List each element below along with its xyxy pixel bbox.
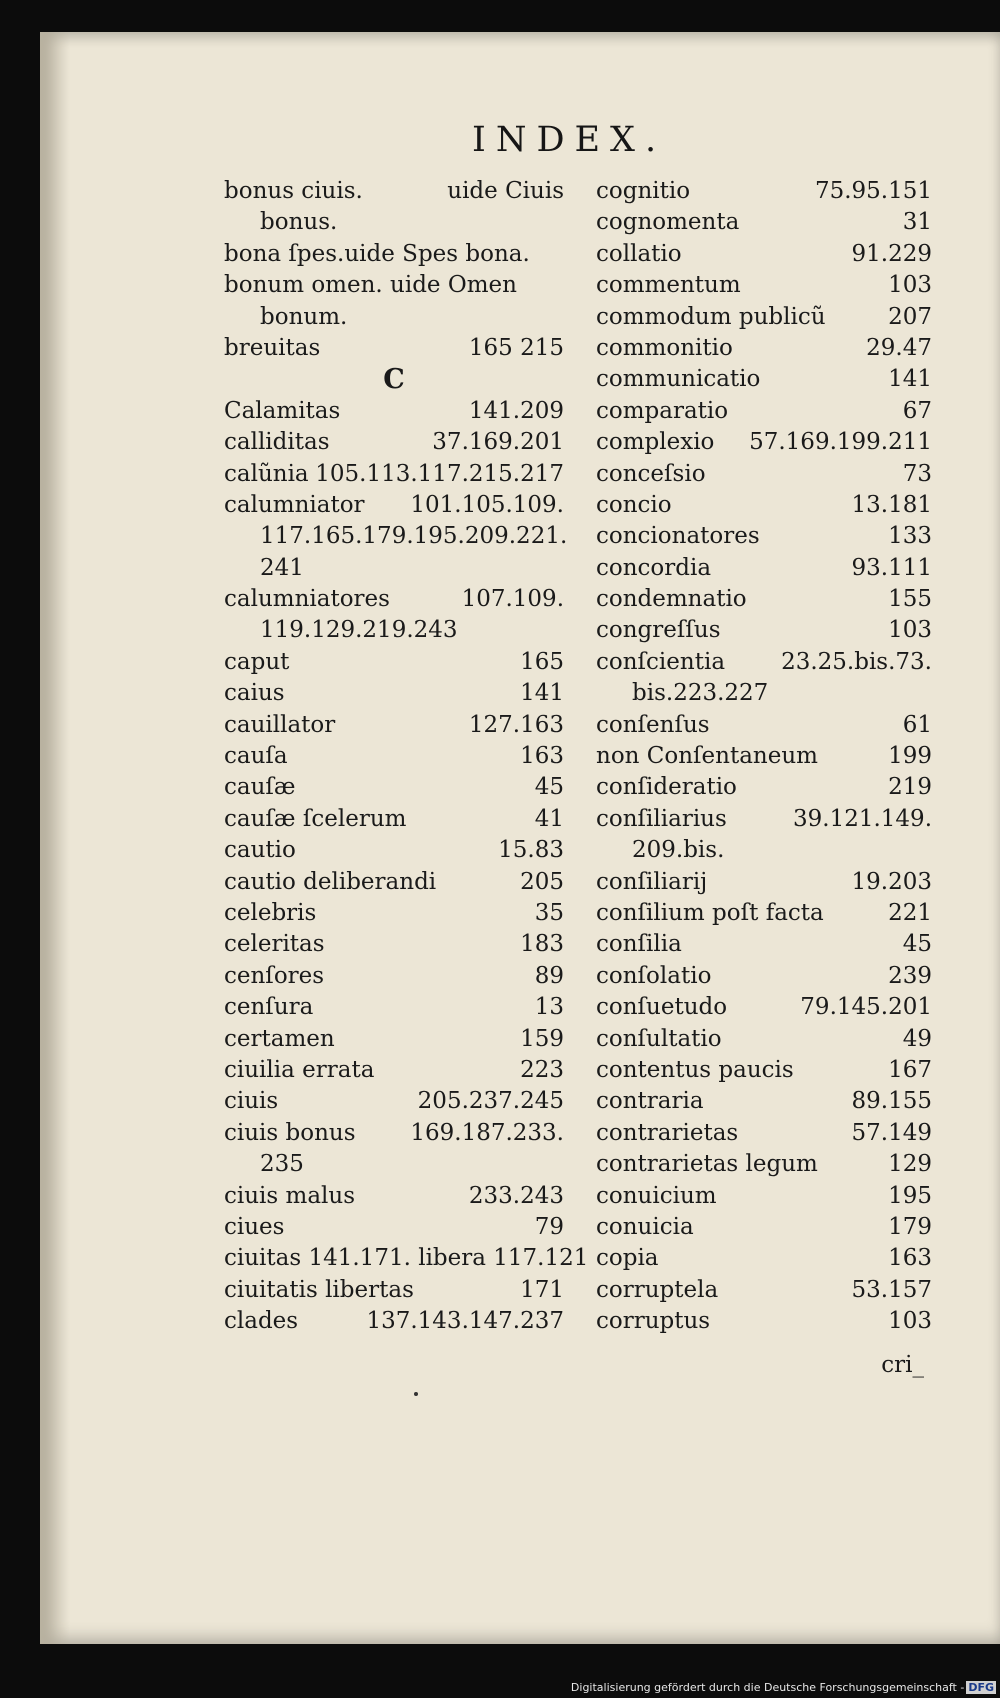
index-entry — [224, 1275, 564, 1306]
index-entry — [596, 1118, 932, 1149]
index-entry — [596, 427, 932, 458]
entry-pages: 53.157 — [851, 1276, 932, 1303]
entry-term: 119.129.219.243 — [260, 617, 458, 644]
index-entry — [224, 867, 564, 898]
entry-pages: 223 — [520, 1056, 564, 1083]
entry-term: cenſores — [224, 962, 325, 989]
entry-term: celebris — [224, 899, 317, 926]
index-entry — [596, 521, 932, 552]
index-entry — [596, 710, 932, 741]
entry-term: corruptus — [596, 1308, 711, 1335]
index-entry — [596, 1024, 932, 1055]
index-entry — [596, 1306, 932, 1337]
index-entry — [596, 1275, 932, 1306]
entry-term: congreſſus — [596, 617, 721, 644]
entry-pages: 45 — [902, 931, 932, 958]
entry-pages: 127.163 — [468, 711, 564, 738]
index-entry — [224, 835, 564, 866]
entry-term: 117.165.179.195.209.221. — [260, 523, 568, 550]
entry-term: conceſsio — [596, 460, 706, 487]
index-entry — [596, 239, 932, 270]
entry-pages: 61 — [902, 711, 932, 738]
entry-pages: 91.229 — [851, 240, 932, 267]
index-entry — [224, 929, 564, 960]
entry-pages: 163 — [888, 1245, 932, 1272]
entry-term: conſideratio — [596, 774, 737, 801]
entry-term: calũnia — [224, 460, 309, 487]
index-entry — [596, 1149, 932, 1180]
entry-pages: 49 — [902, 1025, 932, 1052]
entry-pages: 167 — [888, 1056, 932, 1083]
entry-pages: 221 — [888, 899, 932, 926]
index-entry — [224, 1118, 564, 1149]
entry-term: C — [383, 364, 405, 396]
entry-term: ciuitatis libertas — [224, 1276, 414, 1303]
entry-pages: 57.149 — [851, 1119, 932, 1146]
entry-pages: 219 — [888, 774, 932, 801]
index-entry — [224, 176, 564, 207]
entry-term: commonitio — [596, 334, 733, 361]
index-entry — [224, 207, 564, 238]
dfg-logo: DFG — [968, 1681, 994, 1694]
credit-text: Digitalisierung gefördert durch die Deutsche Forschungsgemeinschaft - — [570, 1681, 965, 1694]
entry-term: cauillator — [224, 711, 336, 738]
entry-term: collatio — [596, 240, 682, 267]
index-column-right — [596, 176, 932, 1337]
entry-pages: 105.113.117.215.217 — [315, 460, 564, 487]
entry-pages: 41 — [534, 805, 564, 832]
entry-term: calumniatores — [224, 586, 390, 613]
entry-term: contrarietas — [596, 1119, 739, 1146]
entry-term: comparatio — [596, 397, 729, 424]
entry-term: cauſæ ſcelerum — [224, 805, 407, 832]
entry-term: bis.223.227 — [632, 680, 769, 707]
index-entry — [596, 459, 932, 490]
entry-pages: 73 — [902, 460, 932, 487]
entry-term: celeritas — [224, 931, 325, 958]
entry-term: complexio — [596, 429, 715, 456]
entry-term: commodum publicũ — [596, 303, 826, 330]
entry-pages: 103 — [888, 617, 932, 644]
entry-term: 241 — [260, 554, 304, 581]
entry-term: conuicium — [596, 1182, 717, 1209]
entry-term: breuitas — [224, 334, 321, 361]
entry-pages: 57.169.199.211 — [749, 429, 932, 456]
entry-term: bonum omen. uide Omen — [224, 272, 517, 299]
index-entry — [596, 992, 932, 1023]
page-gutter-shadow — [40, 32, 70, 1644]
index-entry — [224, 1086, 564, 1117]
entry-term: contentus paucis — [596, 1056, 794, 1083]
entry-term: ciuis bonus — [224, 1119, 356, 1146]
entry-pages: 75.95.151 — [814, 178, 932, 204]
entry-term: cauſa — [224, 743, 288, 770]
index-entry — [596, 961, 932, 992]
entry-pages: 23.25.bis.73. — [781, 648, 932, 675]
entry-term: condemnatio — [596, 586, 747, 613]
entry-term: cognitio — [596, 178, 691, 204]
index-entry — [224, 678, 564, 709]
index-entry — [224, 1181, 564, 1212]
entry-pages: 163 — [520, 743, 564, 770]
entry-term: corruptela — [596, 1276, 719, 1303]
entry-term: ciuis malus — [224, 1182, 356, 1209]
entry-term: bonus. — [260, 209, 338, 236]
index-entry — [224, 521, 568, 552]
entry-pages: 79.145.201 — [800, 994, 932, 1021]
entry-pages: 239 — [888, 962, 932, 989]
index-column-left — [224, 176, 589, 1337]
index-entry — [596, 302, 932, 333]
index-entry — [596, 396, 932, 427]
index-entry — [596, 678, 932, 709]
index-entry — [596, 1086, 932, 1117]
entry-term: conſuetudo — [596, 994, 728, 1021]
index-entry — [596, 898, 932, 929]
entry-term: contraria — [596, 1088, 704, 1115]
entry-pages: 93.111 — [851, 554, 932, 581]
page-title: INDEX. — [472, 120, 667, 160]
entry-pages: 107.109. — [461, 586, 564, 613]
entry-pages: 89 — [534, 962, 564, 989]
index-entry — [596, 835, 932, 866]
entry-pages: 159 — [520, 1025, 564, 1052]
entry-term: conſcientia — [596, 648, 726, 675]
index-entry — [224, 992, 564, 1023]
index-entry — [596, 867, 932, 898]
entry-term: cautio — [224, 837, 296, 864]
entry-pages: 169.187.233. — [410, 1119, 564, 1146]
entry-term: ciuilia errata — [224, 1056, 375, 1083]
entry-pages: uide Ciuis — [447, 178, 564, 204]
entry-pages: 207 — [888, 303, 932, 330]
entry-pages: 133 — [888, 523, 932, 550]
entry-term: 209.bis. — [632, 837, 725, 864]
index-entry — [224, 1149, 564, 1180]
index-entry — [596, 772, 932, 803]
index-entry — [224, 490, 564, 521]
catchword: cri_ — [881, 1352, 924, 1378]
index-entry — [224, 1243, 589, 1274]
index-entry — [224, 333, 564, 364]
entry-pages: 141.209 — [468, 397, 564, 424]
entry-pages: 205.237.245 — [417, 1088, 564, 1115]
entry-term: cauſæ — [224, 774, 296, 801]
index-entry — [224, 1055, 564, 1086]
entry-term: ciuitas 141.171. libera 117.121 — [224, 1245, 589, 1272]
entry-pages: 13.181 — [851, 491, 932, 518]
entry-term: commentum — [596, 272, 741, 299]
index-entry — [596, 333, 932, 364]
index-entry — [596, 270, 932, 301]
entry-term: Calamitas — [224, 397, 341, 424]
entry-term: communicatio — [596, 366, 761, 393]
entry-pages: 37.169.201 — [432, 429, 564, 456]
entry-pages: 103 — [888, 1308, 932, 1335]
entry-pages: 179 — [888, 1213, 932, 1240]
entry-term: clades — [224, 1308, 299, 1335]
entry-term: concordia — [596, 554, 712, 581]
entry-pages: 141 — [520, 680, 564, 707]
ink-speck — [414, 1392, 418, 1396]
index-entry — [596, 364, 932, 395]
entry-term: contrarietas legum — [596, 1151, 818, 1178]
index-entry — [596, 929, 932, 960]
index-entry — [224, 427, 564, 458]
index-entry — [224, 1212, 564, 1243]
entry-pages: 141 — [888, 366, 932, 393]
index-entry — [224, 615, 564, 646]
entry-pages: 171 — [520, 1276, 564, 1303]
entry-pages: 29.47 — [866, 334, 932, 361]
index-entry — [224, 553, 564, 584]
index-entry — [224, 270, 564, 301]
index-entry — [224, 1024, 564, 1055]
entry-pages: 15.83 — [498, 837, 564, 864]
entry-term: cenſura — [224, 994, 314, 1021]
index-entry — [596, 741, 932, 772]
section-letter — [224, 364, 564, 395]
entry-term: bona ſpes.uide Spes bona. — [224, 240, 530, 267]
entry-pages: 89.155 — [851, 1088, 932, 1115]
entry-pages: 13 — [534, 994, 564, 1021]
entry-pages: 233.243 — [468, 1182, 564, 1209]
index-entry — [224, 302, 564, 333]
entry-term: bonum. — [260, 303, 348, 330]
index-entry — [224, 741, 564, 772]
index-entry — [596, 1212, 932, 1243]
entry-term: conſiliarius — [596, 805, 727, 832]
entry-pages: 165 215 — [468, 334, 564, 361]
index-entry — [224, 584, 564, 615]
index-entry — [596, 1243, 932, 1274]
entry-term: conuicia — [596, 1213, 694, 1240]
entry-term: ciuis — [224, 1088, 279, 1115]
entry-pages: 103 — [888, 272, 932, 299]
index-entry — [224, 898, 564, 929]
entry-pages: 129 — [888, 1151, 932, 1178]
entry-pages: 35 — [534, 899, 564, 926]
entry-pages: 19.203 — [851, 868, 932, 895]
entry-pages: 137.143.147.237 — [366, 1308, 564, 1335]
entry-pages: 45 — [534, 774, 564, 801]
index-entry — [224, 961, 564, 992]
entry-term: calliditas — [224, 429, 330, 456]
index-entry — [596, 804, 932, 835]
entry-pages: 195 — [888, 1182, 932, 1209]
entry-term: conſiliarij — [596, 868, 708, 895]
entry-term: conſilia — [596, 931, 682, 958]
entry-pages: 205 — [520, 868, 564, 895]
entry-term: certamen — [224, 1025, 335, 1052]
index-entry — [596, 490, 932, 521]
entry-pages: 101.105.109. — [410, 491, 564, 518]
entry-term: caput — [224, 648, 290, 675]
index-entry — [596, 176, 932, 207]
entry-term: cautio deliberandi — [224, 868, 437, 895]
index-entry — [224, 710, 564, 741]
entry-term: concionatores — [596, 523, 760, 550]
entry-pages: 155 — [888, 586, 932, 613]
index-entry — [224, 459, 564, 490]
entry-term: conſilium poſt facta — [596, 899, 824, 926]
entry-pages: 199 — [888, 743, 932, 770]
index-entry — [596, 615, 932, 646]
entry-pages: 79 — [534, 1213, 564, 1240]
entry-term: caius — [224, 680, 285, 707]
index-entry — [596, 1181, 932, 1212]
entry-term: 235 — [260, 1151, 304, 1178]
index-entry — [596, 647, 932, 678]
index-entry — [224, 772, 564, 803]
index-entry — [224, 1306, 564, 1337]
entry-pages: 67 — [902, 397, 932, 424]
entry-term: conſenſus — [596, 711, 710, 738]
entry-term: ciues — [224, 1213, 285, 1240]
entry-term: cognomenta — [596, 209, 740, 236]
index-entry — [596, 1055, 932, 1086]
index-entry — [224, 647, 564, 678]
index-entry — [224, 396, 564, 427]
entry-pages: 183 — [520, 931, 564, 958]
entry-pages: 39.121.149. — [793, 805, 932, 832]
index-entry — [596, 207, 932, 238]
index-entry — [596, 553, 932, 584]
index-entry — [224, 804, 564, 835]
entry-pages: 31 — [902, 209, 932, 236]
digitization-credit — [571, 1681, 996, 1694]
entry-term: conſultatio — [596, 1025, 722, 1052]
index-entry — [224, 239, 564, 270]
entry-term: copia — [596, 1245, 659, 1272]
entry-term: bonus ciuis. — [224, 178, 363, 204]
entry-term: calumniator — [224, 491, 365, 518]
entry-term: non Conſentaneum — [596, 743, 818, 770]
entry-term: concio — [596, 491, 672, 518]
entry-pages: 165 — [520, 648, 564, 675]
index-entry — [596, 584, 932, 615]
entry-term: conſolatio — [596, 962, 712, 989]
